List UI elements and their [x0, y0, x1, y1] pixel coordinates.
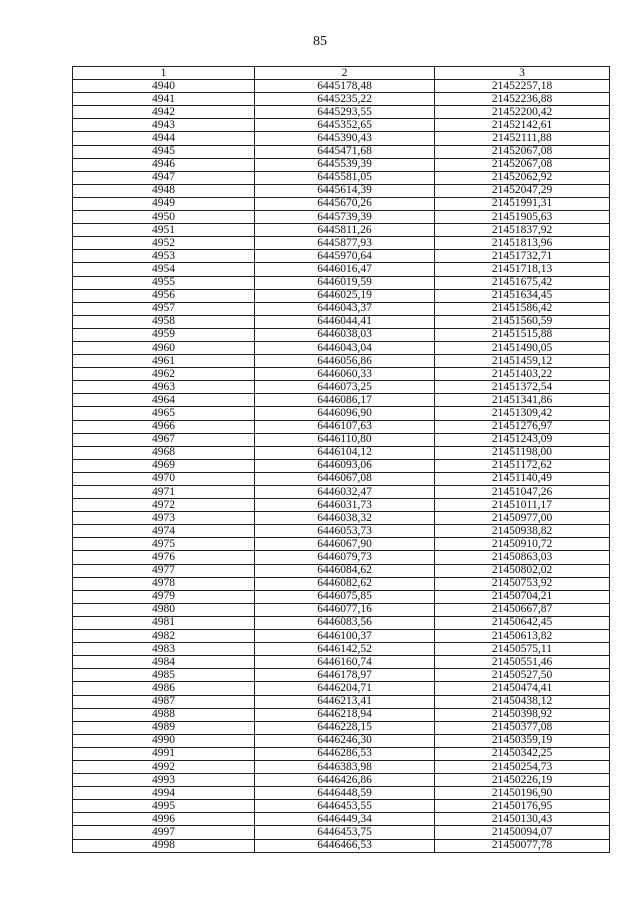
y-coordinate-cell: 21450474,41 — [435, 682, 610, 695]
y-coordinate-cell: 21451837,92 — [435, 224, 610, 237]
x-coordinate-cell: 6446084,62 — [255, 564, 435, 577]
y-coordinate-cell: 21450551,46 — [435, 656, 610, 669]
table-row — [73, 341, 610, 354]
y-coordinate-cell: 21450704,21 — [435, 590, 610, 603]
x-coordinate-cell: 6446204,71 — [255, 682, 435, 695]
x-coordinate-cell: 6446228,15 — [255, 721, 435, 734]
table-row — [73, 184, 610, 197]
x-coordinate-cell: 6446093,06 — [255, 459, 435, 472]
y-coordinate-cell: 21450977,00 — [435, 512, 610, 525]
point-number-cell: 4946 — [73, 158, 255, 171]
y-coordinate-cell: 21451011,17 — [435, 499, 610, 512]
table-row — [73, 80, 610, 93]
x-coordinate-cell: 6446104,12 — [255, 446, 435, 459]
y-coordinate-cell: 21450667,87 — [435, 603, 610, 616]
point-number-cell: 4988 — [73, 708, 255, 721]
point-number-cell: 4995 — [73, 800, 255, 813]
y-coordinate-cell: 21452067,08 — [435, 158, 610, 171]
y-coordinate-cell: 21451732,71 — [435, 250, 610, 263]
point-number-cell: 4985 — [73, 669, 255, 682]
x-coordinate-cell: 6446218,94 — [255, 708, 435, 721]
x-coordinate-cell: 6446025,19 — [255, 289, 435, 302]
y-coordinate-cell: 21451490,05 — [435, 341, 610, 354]
x-coordinate-cell: 6446383,98 — [255, 760, 435, 773]
table-row — [73, 394, 610, 407]
x-coordinate-cell: 6446077,16 — [255, 603, 435, 616]
point-number-cell: 4954 — [73, 263, 255, 276]
x-coordinate-cell: 6446453,75 — [255, 826, 435, 839]
point-number-cell: 4975 — [73, 538, 255, 551]
table-row — [73, 695, 610, 708]
point-number-cell: 4941 — [73, 93, 255, 106]
x-coordinate-cell: 6446056,86 — [255, 355, 435, 368]
y-coordinate-cell: 21450130,43 — [435, 813, 610, 826]
y-coordinate-cell: 21451675,42 — [435, 276, 610, 289]
point-number-cell: 4949 — [73, 197, 255, 210]
point-number-cell: 4940 — [73, 80, 255, 93]
y-coordinate-cell: 21450527,50 — [435, 669, 610, 682]
x-coordinate-cell: 6445539,39 — [255, 158, 435, 171]
table-row — [73, 158, 610, 171]
y-coordinate-cell: 21452062,92 — [435, 171, 610, 184]
x-coordinate-cell: 6445739,39 — [255, 211, 435, 224]
y-coordinate-cell: 21451140,49 — [435, 472, 610, 485]
y-coordinate-cell: 21451905,63 — [435, 211, 610, 224]
x-coordinate-cell: 6445670,26 — [255, 197, 435, 210]
table-row — [73, 826, 610, 839]
point-number-cell: 4955 — [73, 276, 255, 289]
y-coordinate-cell: 21452200,42 — [435, 106, 610, 119]
table-row — [73, 355, 610, 368]
point-number-cell: 4984 — [73, 656, 255, 669]
x-coordinate-cell: 6446043,04 — [255, 341, 435, 354]
y-coordinate-cell: 21450094,07 — [435, 826, 610, 839]
table-row — [73, 420, 610, 433]
point-number-cell: 4965 — [73, 407, 255, 420]
table-row — [73, 302, 610, 315]
table-row — [73, 774, 610, 787]
x-coordinate-cell: 6446286,53 — [255, 747, 435, 760]
table-row — [73, 656, 610, 669]
point-number-cell: 4944 — [73, 132, 255, 145]
x-coordinate-cell: 6445877,93 — [255, 237, 435, 250]
y-coordinate-cell: 21450077,78 — [435, 839, 610, 852]
x-coordinate-cell: 6445178,48 — [255, 80, 435, 93]
y-coordinate-cell: 21450398,92 — [435, 708, 610, 721]
point-number-cell: 4973 — [73, 512, 255, 525]
table-row — [73, 800, 610, 813]
y-coordinate-cell: 21450613,82 — [435, 630, 610, 643]
x-coordinate-cell: 6446067,90 — [255, 538, 435, 551]
y-coordinate-cell: 21450575,11 — [435, 643, 610, 656]
point-number-cell: 4994 — [73, 787, 255, 800]
table-row — [73, 132, 610, 145]
table-row — [73, 197, 610, 210]
point-number-cell: 4983 — [73, 643, 255, 656]
x-coordinate-cell: 6445352,65 — [255, 119, 435, 132]
point-number-cell: 4991 — [73, 747, 255, 760]
y-coordinate-cell: 21452236,88 — [435, 93, 610, 106]
point-number-cell: 4996 — [73, 813, 255, 826]
y-coordinate-cell: 21451341,86 — [435, 394, 610, 407]
table-row — [73, 472, 610, 485]
x-coordinate-cell: 6446449,34 — [255, 813, 435, 826]
x-coordinate-cell: 6446246,30 — [255, 734, 435, 747]
y-coordinate-cell: 21451718,13 — [435, 263, 610, 276]
point-number-cell: 4978 — [73, 577, 255, 590]
point-number-cell: 4962 — [73, 368, 255, 381]
y-coordinate-cell: 21452047,29 — [435, 184, 610, 197]
point-number-cell: 4956 — [73, 289, 255, 302]
table-row — [73, 590, 610, 603]
x-coordinate-cell: 6446213,41 — [255, 695, 435, 708]
point-number-cell: 4960 — [73, 341, 255, 354]
x-coordinate-cell: 6446031,73 — [255, 499, 435, 512]
point-number-cell: 4963 — [73, 381, 255, 394]
point-number-cell: 4958 — [73, 315, 255, 328]
table-row — [73, 734, 610, 747]
point-number-cell: 4947 — [73, 171, 255, 184]
column-header-1: 1 — [73, 67, 255, 80]
y-coordinate-cell: 21451634,45 — [435, 289, 610, 302]
table-row — [73, 486, 610, 499]
point-number-cell: 4979 — [73, 590, 255, 603]
x-coordinate-cell: 6446448,59 — [255, 787, 435, 800]
x-coordinate-cell: 6446426,86 — [255, 774, 435, 787]
x-coordinate-cell: 6446044,41 — [255, 315, 435, 328]
point-number-cell: 4980 — [73, 603, 255, 616]
y-coordinate-cell: 21451515,88 — [435, 328, 610, 341]
table-row — [73, 630, 610, 643]
point-number-cell: 4953 — [73, 250, 255, 263]
point-number-cell: 4986 — [73, 682, 255, 695]
x-coordinate-cell: 6446453,55 — [255, 800, 435, 813]
y-coordinate-cell: 21451276,97 — [435, 420, 610, 433]
table-row — [73, 459, 610, 472]
table-row — [73, 603, 610, 616]
y-coordinate-cell: 21450938,82 — [435, 525, 610, 538]
point-number-cell: 4948 — [73, 184, 255, 197]
table-row — [73, 499, 610, 512]
table-row — [73, 512, 610, 525]
point-number-cell: 4942 — [73, 106, 255, 119]
x-coordinate-cell: 6446096,90 — [255, 407, 435, 420]
table-row — [73, 433, 610, 446]
table-body — [73, 80, 610, 853]
point-number-cell: 4982 — [73, 630, 255, 643]
point-number-cell: 4970 — [73, 472, 255, 485]
y-coordinate-cell: 21450196,90 — [435, 787, 610, 800]
table-row — [73, 643, 610, 656]
table-row — [73, 276, 610, 289]
point-number-cell: 4951 — [73, 224, 255, 237]
x-coordinate-cell: 6446107,63 — [255, 420, 435, 433]
table-row — [73, 106, 610, 119]
y-coordinate-cell: 21451172,62 — [435, 459, 610, 472]
table-header-row — [73, 67, 610, 80]
y-coordinate-cell: 21451372,54 — [435, 381, 610, 394]
y-coordinate-cell: 21450753,92 — [435, 577, 610, 590]
page-number: 85 — [313, 34, 327, 49]
point-number-cell: 4989 — [73, 721, 255, 734]
point-number-cell: 4968 — [73, 446, 255, 459]
y-coordinate-cell: 21450342,25 — [435, 747, 610, 760]
point-number-cell: 4990 — [73, 734, 255, 747]
x-coordinate-cell: 6446043,37 — [255, 302, 435, 315]
point-number-cell: 4966 — [73, 420, 255, 433]
x-coordinate-cell: 6446060,33 — [255, 368, 435, 381]
table-row — [73, 263, 610, 276]
table-row — [73, 787, 610, 800]
x-coordinate-cell: 6446082,62 — [255, 577, 435, 590]
x-coordinate-cell: 6446073,25 — [255, 381, 435, 394]
point-number-cell: 4943 — [73, 119, 255, 132]
table-row — [73, 564, 610, 577]
point-number-cell: 4950 — [73, 211, 255, 224]
point-number-cell: 4993 — [73, 774, 255, 787]
y-coordinate-cell: 21451047,26 — [435, 486, 610, 499]
table-row — [73, 315, 610, 328]
y-coordinate-cell: 21451198,00 — [435, 446, 610, 459]
table-row — [73, 328, 610, 341]
point-number-cell: 4976 — [73, 551, 255, 564]
y-coordinate-cell: 21451586,42 — [435, 302, 610, 315]
y-coordinate-cell: 21452142,61 — [435, 119, 610, 132]
table-row — [73, 708, 610, 721]
x-coordinate-cell: 6446016,47 — [255, 263, 435, 276]
x-coordinate-cell: 6445293,55 — [255, 106, 435, 119]
table-row — [73, 237, 610, 250]
table-row — [73, 381, 610, 394]
x-coordinate-cell: 6446038,03 — [255, 328, 435, 341]
x-coordinate-cell: 6445811,26 — [255, 224, 435, 237]
y-coordinate-cell: 21450176,95 — [435, 800, 610, 813]
y-coordinate-cell: 21451309,42 — [435, 407, 610, 420]
x-coordinate-cell: 6445235,22 — [255, 93, 435, 106]
table-row — [73, 721, 610, 734]
x-coordinate-cell: 6445390,43 — [255, 132, 435, 145]
y-coordinate-cell: 21451813,96 — [435, 237, 610, 250]
table-row — [73, 682, 610, 695]
y-coordinate-cell: 21450863,03 — [435, 551, 610, 564]
table-row — [73, 289, 610, 302]
table-row — [73, 407, 610, 420]
point-number-cell: 4981 — [73, 616, 255, 629]
coordinates-table — [72, 66, 610, 853]
y-coordinate-cell: 21451403,22 — [435, 368, 610, 381]
point-number-cell: 4987 — [73, 695, 255, 708]
x-coordinate-cell: 6445581,05 — [255, 171, 435, 184]
table-row — [73, 250, 610, 263]
table-row — [73, 368, 610, 381]
x-coordinate-cell: 6446083,56 — [255, 616, 435, 629]
y-coordinate-cell: 21450438,12 — [435, 695, 610, 708]
table-row — [73, 446, 610, 459]
x-coordinate-cell: 6446142,52 — [255, 643, 435, 656]
table-row — [73, 747, 610, 760]
x-coordinate-cell: 6446019,59 — [255, 276, 435, 289]
table-row — [73, 211, 610, 224]
table-row — [73, 93, 610, 106]
y-coordinate-cell: 21450802,02 — [435, 564, 610, 577]
x-coordinate-cell: 6445614,39 — [255, 184, 435, 197]
x-coordinate-cell: 6446053,73 — [255, 525, 435, 538]
table-row — [73, 839, 610, 852]
x-coordinate-cell: 6446067,08 — [255, 472, 435, 485]
point-number-cell: 4971 — [73, 486, 255, 499]
y-coordinate-cell: 21452067,08 — [435, 145, 610, 158]
y-coordinate-cell: 21450359,19 — [435, 734, 610, 747]
table-row — [73, 577, 610, 590]
y-coordinate-cell: 21451459,12 — [435, 355, 610, 368]
y-coordinate-cell: 21451560,59 — [435, 315, 610, 328]
x-coordinate-cell: 6446086,17 — [255, 394, 435, 407]
table-row — [73, 145, 610, 158]
point-number-cell: 4972 — [73, 499, 255, 512]
point-number-cell: 4974 — [73, 525, 255, 538]
table-row — [73, 551, 610, 564]
table-row — [73, 171, 610, 184]
point-number-cell: 4998 — [73, 839, 255, 852]
x-coordinate-cell: 6446466,53 — [255, 839, 435, 852]
x-coordinate-cell: 6446038,32 — [255, 512, 435, 525]
table-row — [73, 525, 610, 538]
table-row — [73, 224, 610, 237]
y-coordinate-cell: 21452111,88 — [435, 132, 610, 145]
point-number-cell: 4952 — [73, 237, 255, 250]
x-coordinate-cell: 6445970,64 — [255, 250, 435, 263]
x-coordinate-cell: 6446075,85 — [255, 590, 435, 603]
y-coordinate-cell: 21450226,19 — [435, 774, 610, 787]
x-coordinate-cell: 6445471,68 — [255, 145, 435, 158]
point-number-cell: 4992 — [73, 760, 255, 773]
x-coordinate-cell: 6446100,37 — [255, 630, 435, 643]
point-number-cell: 4969 — [73, 459, 255, 472]
table-row — [73, 813, 610, 826]
y-coordinate-cell: 21450642,45 — [435, 616, 610, 629]
column-header-3: 3 — [435, 67, 610, 80]
point-number-cell: 4964 — [73, 394, 255, 407]
point-number-cell: 4959 — [73, 328, 255, 341]
x-coordinate-cell: 6446160,74 — [255, 656, 435, 669]
x-coordinate-cell: 6446079,73 — [255, 551, 435, 564]
table-row — [73, 616, 610, 629]
table-row — [73, 538, 610, 551]
point-number-cell: 4961 — [73, 355, 255, 368]
x-coordinate-cell: 6446178,97 — [255, 669, 435, 682]
y-coordinate-cell: 21452257,18 — [435, 80, 610, 93]
y-coordinate-cell: 21450377,08 — [435, 721, 610, 734]
table-row — [73, 669, 610, 682]
point-number-cell: 4997 — [73, 826, 255, 839]
x-coordinate-cell: 6446110,80 — [255, 433, 435, 446]
point-number-cell: 4945 — [73, 145, 255, 158]
table-row — [73, 760, 610, 773]
column-header-2: 2 — [255, 67, 435, 80]
x-coordinate-cell: 6446032,47 — [255, 486, 435, 499]
table-row — [73, 119, 610, 132]
point-number-cell: 4977 — [73, 564, 255, 577]
point-number-cell: 4957 — [73, 302, 255, 315]
y-coordinate-cell: 21451243,09 — [435, 433, 610, 446]
y-coordinate-cell: 21450254,73 — [435, 760, 610, 773]
y-coordinate-cell: 21451991,31 — [435, 197, 610, 210]
point-number-cell: 4967 — [73, 433, 255, 446]
y-coordinate-cell: 21450910,72 — [435, 538, 610, 551]
